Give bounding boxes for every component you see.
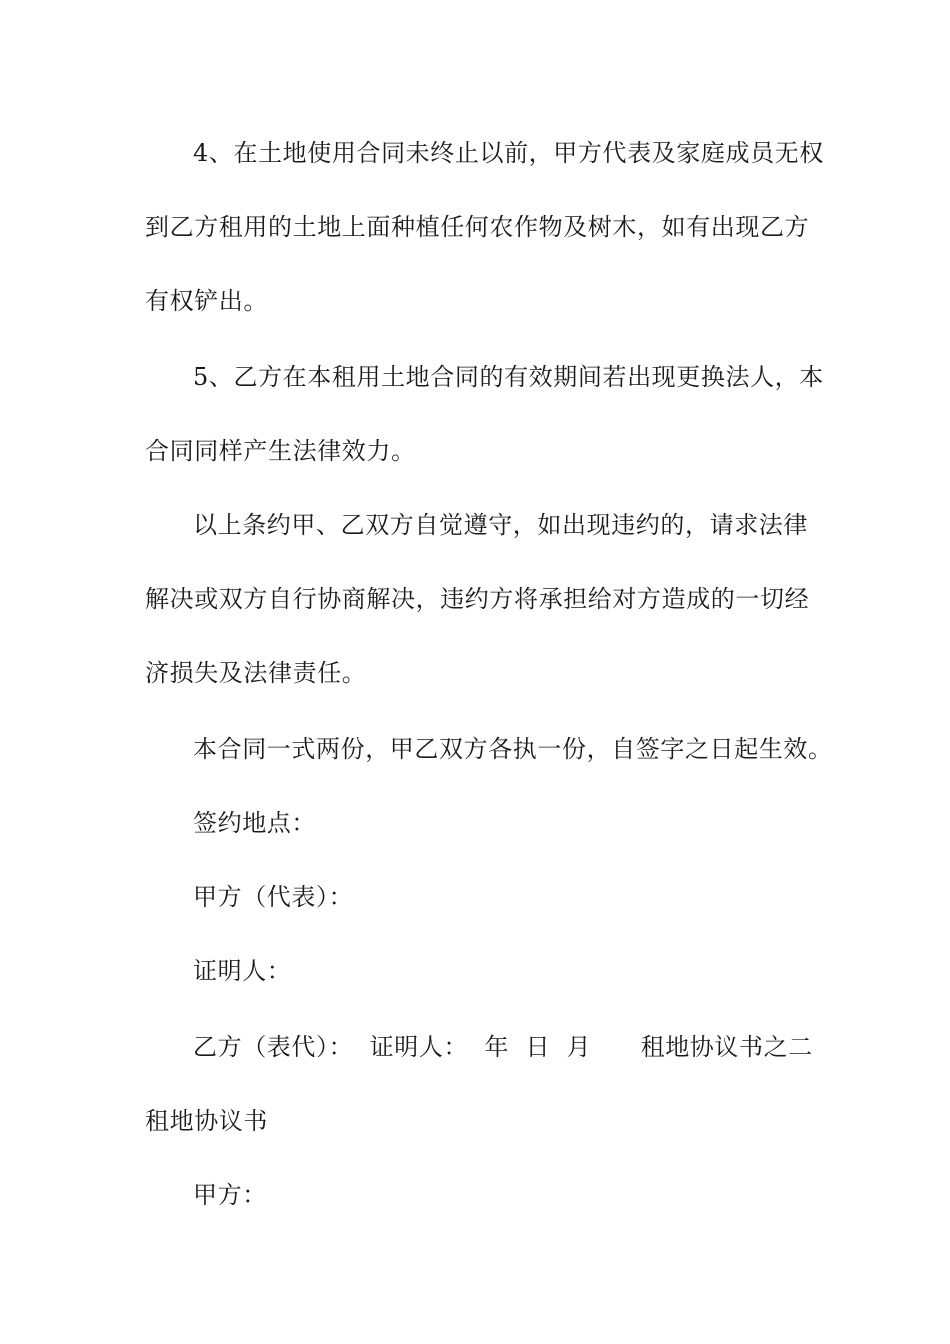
party-b-signature-line: 乙方（表代）： 证明人： 年 日 月 租地协议书之二 bbox=[193, 1033, 813, 1061]
copies-statement: 本合同一式两份，甲乙双方各执一份，自签字之日起生效。 bbox=[193, 735, 833, 763]
party-a-label: 甲方： bbox=[193, 1181, 267, 1209]
clause-4-line-3: 有权铲出。 bbox=[145, 287, 268, 315]
clause-4-line-1: 4、在土地使用合同未终止以前，甲方代表及家庭成员无权 bbox=[193, 139, 824, 167]
clause-4-line-2: 到乙方租用的土地上面种植任何农作物及树木，如有出现乙方 bbox=[145, 213, 810, 241]
clause-5-line-2: 合同同样产生法律效力。 bbox=[145, 437, 416, 465]
agreement-title: 租地协议书 bbox=[145, 1107, 268, 1135]
witness-label: 证明人： bbox=[193, 957, 292, 985]
clause-5-line-1: 5、乙方在本租用土地合同的有效期间若出现更换法人，本 bbox=[193, 363, 824, 391]
party-a-representative-label: 甲方（代表）： bbox=[193, 883, 354, 911]
compliance-line-3: 济损失及法律责任。 bbox=[145, 659, 367, 687]
signing-location-label: 签约地点： bbox=[193, 809, 316, 837]
compliance-line-1: 以上条约甲、乙双方自觉遵守，如出现违约的，请求法律 bbox=[193, 511, 808, 539]
compliance-line-2: 解决或双方自行协商解决，违约方将承担给对方造成的一切经 bbox=[145, 585, 810, 613]
